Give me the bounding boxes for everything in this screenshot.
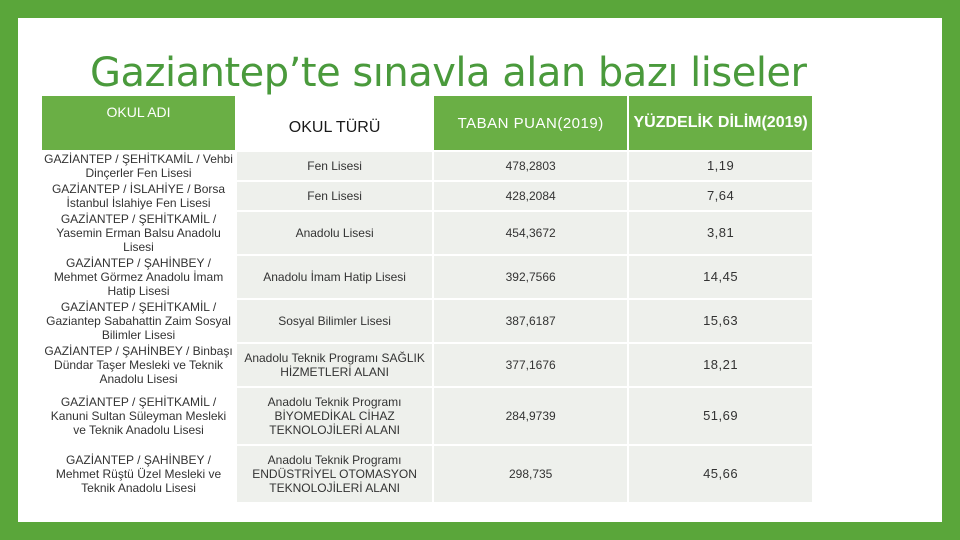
percentile-cell: 1,19	[629, 152, 812, 180]
percentile-cell: 18,21	[629, 344, 812, 386]
header-school-name: OKUL ADI	[42, 96, 235, 150]
table-row	[42, 300, 812, 342]
percentile-cell: 51,69	[629, 388, 812, 444]
base-score-cell: 377,1676	[434, 344, 627, 386]
school-name-cell: GAZİANTEP / ŞAHİNBEY / Mehmet Görmez Anadolu İmam Hatip Lisesi	[42, 256, 235, 298]
base-score-cell: 454,3672	[434, 212, 627, 254]
header-percentile: YÜZDELİK DİLİM(2019)	[629, 96, 812, 150]
school-name-cell: GAZİANTEP / ŞAHİNBEY / Mehmet Rüştü Üzel Mesleki ve Teknik Anadolu Lisesi	[42, 446, 235, 502]
base-score-cell: 387,6187	[434, 300, 627, 342]
school-type-cell: Anadolu Teknik Programı BİYOMEDİKAL CİHAZ TEKNOLOJİLERİ ALANI	[237, 388, 432, 444]
percentile-cell: 15,63	[629, 300, 812, 342]
school-name-cell: GAZİANTEP / İSLAHİYE / Borsa İstanbul İslahiye Fen Lisesi	[42, 182, 235, 210]
percentile-cell: 14,45	[629, 256, 812, 298]
school-name-cell: GAZİANTEP / ŞEHİTKAMİL / Kanuni Sultan Süleyman Mesleki ve Teknik Anadolu Lisesi	[42, 388, 235, 444]
school-name-cell: GAZİANTEP / ŞEHİTKAMİL / Gaziantep Sabahattin Zaim Sosyal Bilimler Lisesi	[42, 300, 235, 342]
school-name-cell: GAZİANTEP / ŞEHİTKAMİL / Yasemin Erman Balsu Anadolu Lisesi	[42, 212, 235, 254]
table-row	[42, 256, 812, 298]
header-school-type: OKUL TÜRÜ	[237, 96, 432, 150]
header-base-score: TABAN PUAN(2019)	[434, 96, 627, 150]
school-type-cell: Anadolu Lisesi	[237, 212, 432, 254]
table-row	[42, 212, 812, 254]
schools-table	[40, 94, 814, 504]
school-name-cell: GAZİANTEP / ŞEHİTKAMİL / Vehbi Dinçerler Fen Lisesi	[42, 152, 235, 180]
school-type-cell: Fen Lisesi	[237, 152, 432, 180]
percentile-cell: 7,64	[629, 182, 812, 210]
base-score-cell: 284,9739	[434, 388, 627, 444]
percentile-cell: 45,66	[629, 446, 812, 502]
school-type-cell: Anadolu Teknik Programı ENDÜSTRİYEL OTOMASYON TEKNOLOJİLERİ ALANI	[237, 446, 432, 502]
school-type-cell: Sosyal Bilimler Lisesi	[237, 300, 432, 342]
base-score-cell: 478,2803	[434, 152, 627, 180]
table-row	[42, 446, 812, 502]
school-name-cell: GAZİANTEP / ŞAHİNBEY / Binbaşı Dündar Taşer Mesleki ve Teknik Anadolu Lisesi	[42, 344, 235, 386]
table-row	[42, 388, 812, 444]
table-row	[42, 182, 812, 210]
percentile-cell: 3,81	[629, 212, 812, 254]
base-score-cell: 392,7566	[434, 256, 627, 298]
base-score-cell: 298,735	[434, 446, 627, 502]
base-score-cell: 428,2084	[434, 182, 627, 210]
school-type-cell: Fen Lisesi	[237, 182, 432, 210]
table-row	[42, 152, 812, 180]
school-type-cell: Anadolu Teknik Programı SAĞLIK HİZMETLERİ ALANI	[237, 344, 432, 386]
slide-title: Gaziantep’te sınavla alan bazı liseler	[90, 50, 807, 96]
table-row	[42, 344, 812, 386]
school-type-cell: Anadolu İmam Hatip Lisesi	[237, 256, 432, 298]
